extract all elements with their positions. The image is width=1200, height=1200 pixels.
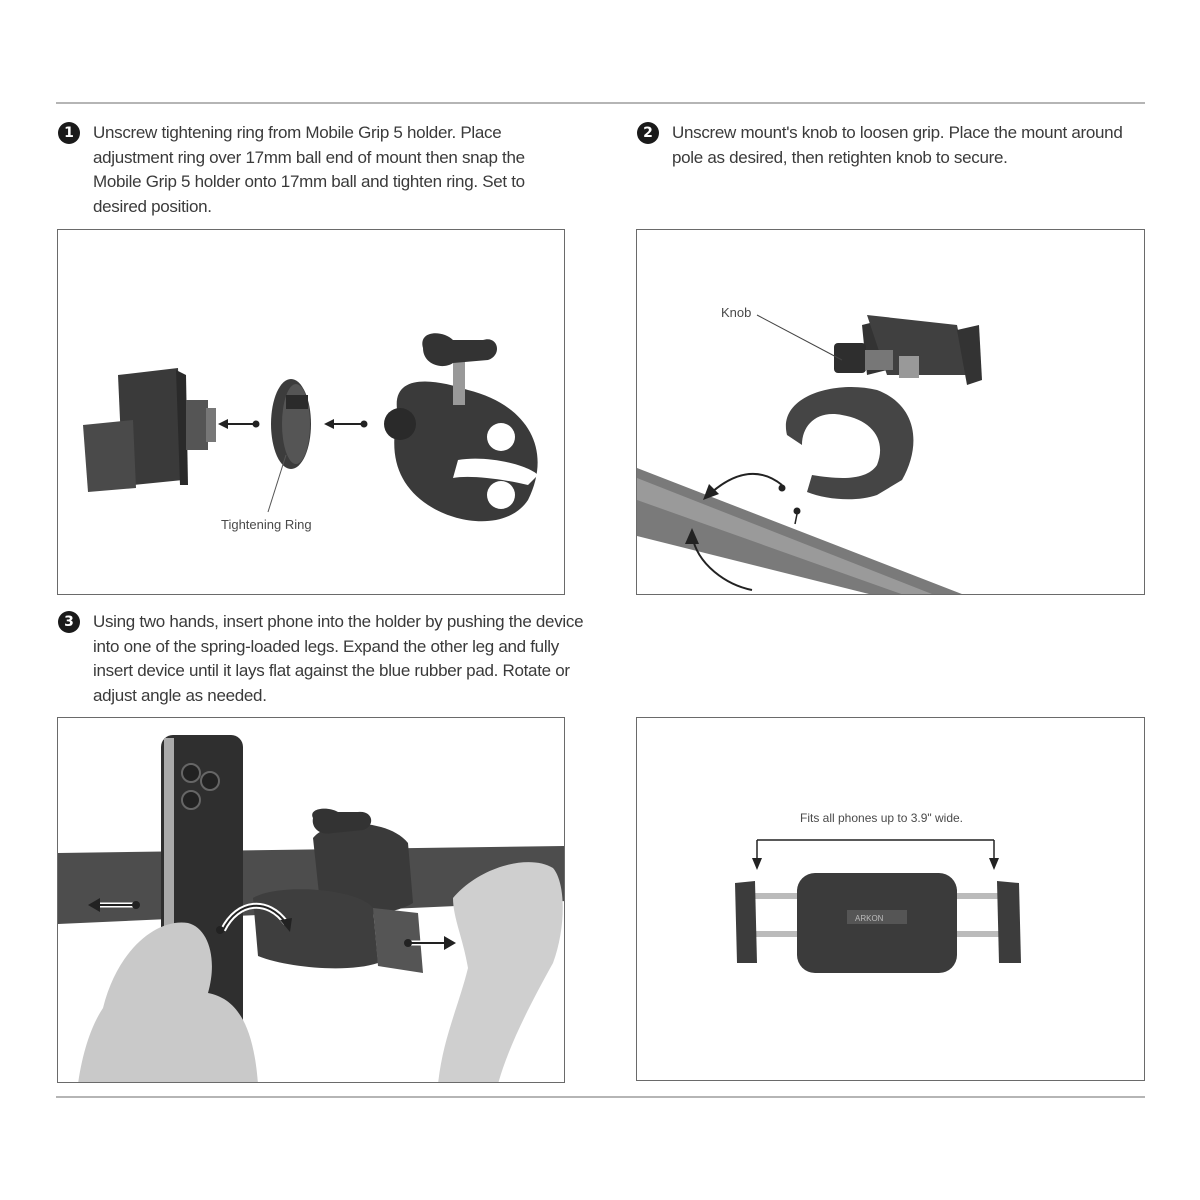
- step-1: [58, 121, 538, 219]
- step-2-illustration: [636, 229, 1145, 595]
- mount-on-pole-image: [786, 315, 982, 499]
- step-2: [637, 121, 1137, 170]
- pole-image: [637, 468, 967, 595]
- tightening-ring-image: [271, 379, 311, 469]
- step-3-illustration: [57, 717, 565, 1083]
- width-note-illustration: [636, 717, 1145, 1081]
- step-2-text: Unscrew mount's knob to loosen grip. Place the mount around pole as desired, then retighten knob to secure.: [672, 123, 1123, 167]
- top-divider: [56, 102, 1145, 104]
- clamp-mount-image: [384, 333, 538, 521]
- step-1-text: Unscrew tightening ring from Mobile Grip 5 holder. Place adjustment ring over 17mm ball end of mount then snap the Mobile Grip 5 holder onto 17mm ball and tighten ring. Set to desired position.: [93, 123, 525, 216]
- phone-holder-image: [83, 368, 216, 492]
- step-1-illustration: [57, 229, 565, 595]
- fits-width-caption: Fits all phones up to 3.9" wide.: [800, 811, 964, 825]
- brand-label: ARKON: [855, 914, 884, 923]
- tightening-ring-label: Tightening Ring: [221, 517, 312, 532]
- step-number-badge: 1: [58, 122, 80, 144]
- step-number-badge: 2: [637, 122, 659, 144]
- step-number-badge: 3: [58, 611, 80, 633]
- step-3: [58, 610, 588, 708]
- knob-label: Knob: [721, 305, 752, 320]
- mount-image: [253, 809, 423, 973]
- bottom-divider: [56, 1096, 1145, 1098]
- step-3-text: Using two hands, insert phone into the holder by pushing the device into one of the spring-loaded legs. Expand the other leg and fully insert device until it lays flat against the blue rubber pad. Rotate or adjust angle as needed.: [93, 612, 584, 705]
- phone-grip-image: [735, 873, 1021, 973]
